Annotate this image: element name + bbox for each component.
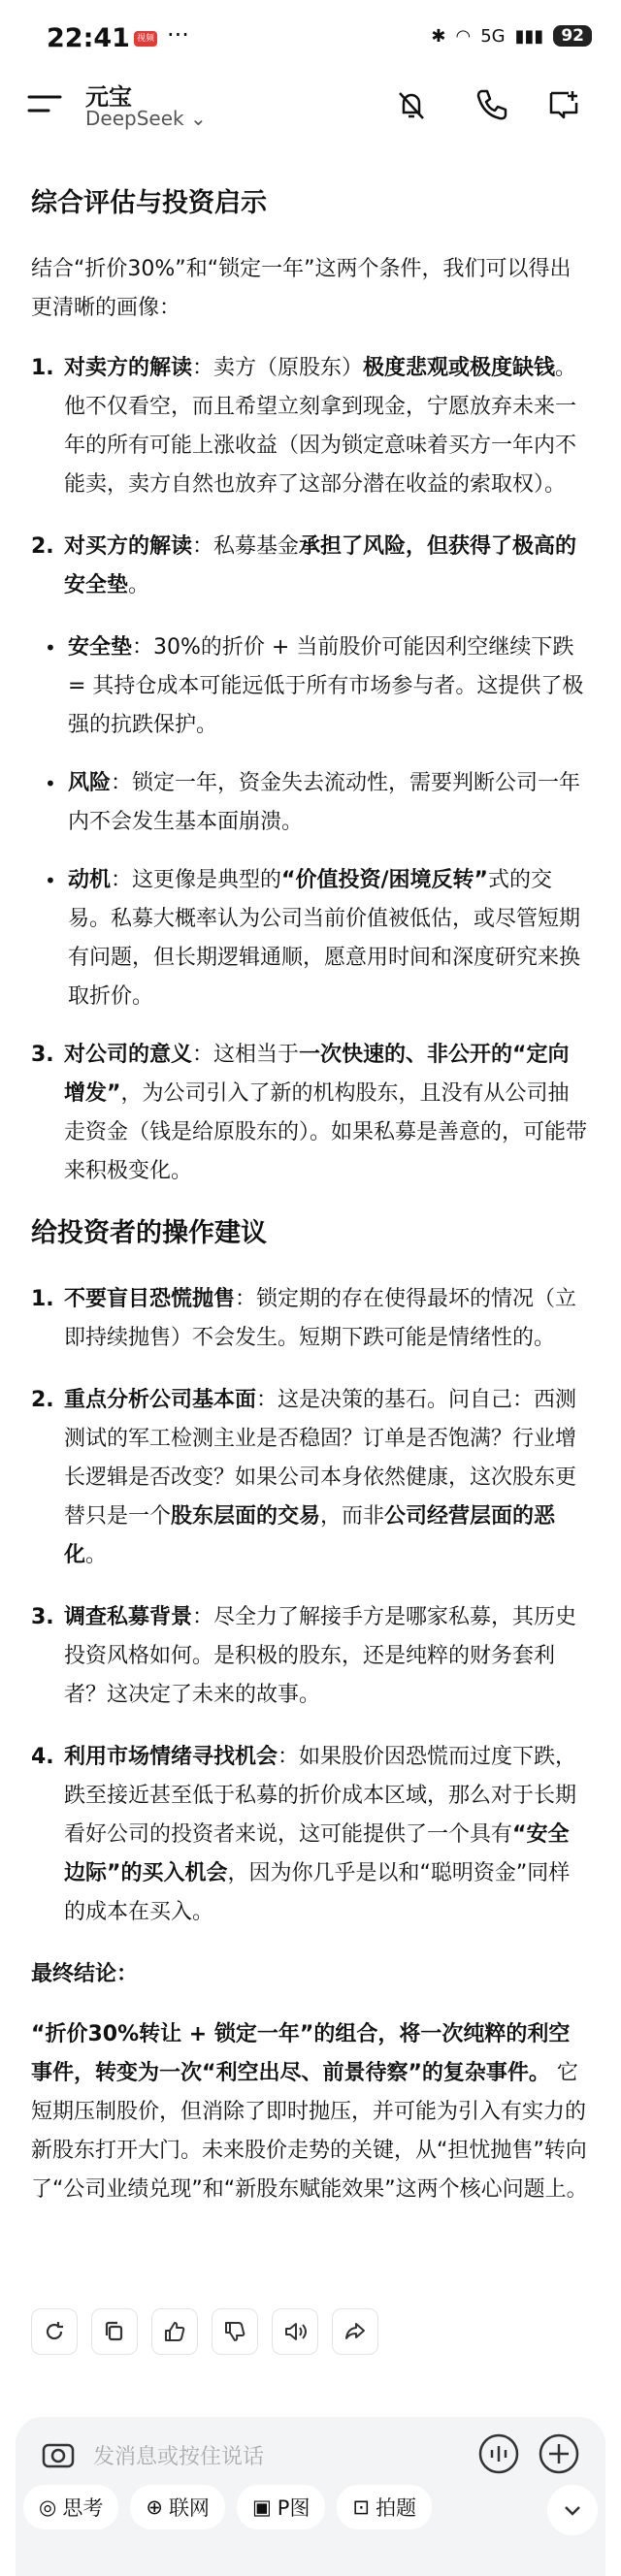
tool-think[interactable]	[23, 2485, 118, 2529]
like-button[interactable]	[151, 2308, 198, 2355]
list-number: 1.	[31, 356, 54, 380]
menu-icon[interactable]	[27, 91, 62, 118]
think-icon: ◎	[39, 2496, 57, 2519]
list-item	[31, 1036, 590, 1191]
message-content	[31, 163, 590, 2231]
camera-icon[interactable]	[39, 2434, 78, 2473]
bold-text: “价值投资/困境反转”	[281, 868, 488, 892]
list-item	[31, 1738, 590, 1932]
text: ：私募基金	[192, 534, 300, 559]
bold-text: 风险	[68, 771, 112, 795]
list-item	[31, 349, 590, 504]
bold-text: 承担了风险，但获得了极高的安全垫	[64, 534, 577, 597]
bold-text: “折价30%转让 + 锁定一年”的组合，将一次纯粹的利空事件，转变为一次“利空出尽、前景待察”的复杂事件。	[31, 2022, 571, 2085]
copy-button[interactable]	[91, 2308, 138, 2355]
bold-text: 动机	[68, 868, 112, 892]
bold-text: 公司经营层面的恶化	[64, 1504, 556, 1567]
bluetooth-icon: ✱	[431, 25, 446, 47]
text: ：如果股价因恐慌而过度下跌，跌至接近甚至低于私募的折价成本区域，那么对于长期看好公司的投资者来说，这可能提供了一个具有	[64, 1745, 577, 1847]
bullet-text	[68, 628, 590, 745]
list-number: 1.	[31, 1287, 54, 1311]
text: 。他不仅看空，而且希望立刻拿到现金，宁愿放弃未来一年的所有可能上涨收益（因为锁定意味着买方一年内不能卖，卖方自然也放弃了这部分潜在收益的索取权）。	[64, 356, 577, 497]
bullet-item	[31, 764, 590, 842]
tool-scan[interactable]	[337, 2485, 432, 2529]
text: ：锁定一年，资金失去流动性，需要判断公司一年内不会发生基本面崩溃。	[68, 771, 581, 834]
bold-text: 对卖方的解读	[64, 356, 193, 380]
bold-text: “安全边际”的买入机会	[64, 1822, 570, 1885]
bold-text: 安全垫	[68, 635, 133, 660]
text: ：锁定期的存在使得最坏的情况（立即持续抛售）不会发生。短期下跌可能是情绪性的。	[64, 1287, 577, 1350]
text: 。	[85, 1543, 108, 1567]
app-title: 元宝	[85, 83, 132, 111]
intro-paragraph: 结合“折价30%”和“锁定一年”这两个条件，我们可以得出更清晰的画像：	[31, 257, 572, 320]
tool-label: 联网	[168, 2496, 210, 2520]
model-selector[interactable]: DeepSeek ⌄	[85, 107, 207, 130]
share-icon	[343, 2319, 368, 2344]
text: 式的交易。私募大概率认为公司当前价值被低估，或尽管短期有问题，但长期逻辑通顺，愿意用时间和深度研究来换取折价。	[68, 868, 581, 1009]
bullet-item	[31, 861, 590, 1016]
refresh-button[interactable]	[31, 2308, 78, 2355]
tool-image[interactable]	[237, 2485, 326, 2529]
text: ：这相当于	[192, 1043, 300, 1067]
bullet-dot: •	[45, 869, 56, 892]
share-button[interactable]	[332, 2308, 378, 2355]
list-text	[64, 349, 590, 504]
bullet-dot: •	[45, 636, 56, 660]
scan-icon: ⊡	[352, 2496, 371, 2519]
status-bar	[0, 0, 621, 78]
speaker-icon	[282, 2319, 308, 2344]
globe-icon: ⊕	[146, 2496, 163, 2519]
bold-text: 股东层面的交易	[171, 1504, 321, 1529]
text: 它短期压制股价，但消除了即时抛压，并可能为引入有实力的新股东打开大门。未来股价走势的关键，从“担忧抛售”转向了“公司业绩兑现”和“新股东赋能效果”这两个核心问题上。	[31, 2061, 588, 2202]
text: ，因为你几乎是以和“聪明资金”同样的成本在买入。	[64, 1861, 571, 1924]
list-item	[31, 528, 590, 605]
status-app-badge: 视频	[134, 31, 157, 47]
list-text	[64, 528, 590, 605]
tool-label: P图	[277, 2496, 310, 2520]
conclusion-label	[31, 1955, 590, 1994]
bullet-text	[68, 764, 590, 842]
bullet-dot: •	[45, 772, 56, 795]
tool-label: 思考	[62, 2496, 104, 2520]
list-item	[31, 1280, 590, 1358]
status-dots: ···	[167, 21, 189, 48]
mute-icon[interactable]	[392, 85, 431, 124]
list-text	[64, 1598, 590, 1715]
dislike-button[interactable]	[212, 2308, 258, 2355]
text: ：卖方（原股东）	[192, 356, 364, 380]
conclusion-paragraph	[31, 2015, 590, 2209]
message-actions	[31, 2308, 378, 2355]
wifi-icon: ◠	[455, 25, 472, 47]
battery-indicator: 92	[553, 25, 592, 47]
text: ：尽全力了解接手方是哪家私募，其历史投资风格如何。是积极的股东，还是纯粹的财务套利者？这决定了未来的故事。	[64, 1605, 577, 1707]
bold-text: 一次快速的、非公开的“定向增发”	[64, 1043, 570, 1106]
bold-text: 重点分析公司基本面	[64, 1388, 257, 1412]
bold-text: 对买方的解读	[64, 534, 193, 559]
image-icon: ▣	[251, 2496, 272, 2519]
text: 。	[128, 573, 150, 597]
list-item	[31, 1598, 590, 1715]
new-chat-icon[interactable]	[545, 85, 584, 124]
bold-text: 利用市场情绪寻找机会	[64, 1745, 278, 1769]
status-time: 22:41	[47, 23, 130, 53]
expand-button[interactable]	[547, 2485, 598, 2535]
list-number: 2.	[31, 534, 54, 559]
tool-web[interactable]	[130, 2485, 225, 2529]
phone-icon[interactable]	[472, 85, 510, 124]
list-text	[64, 1381, 590, 1575]
section-title: 给投资者的操作建议	[31, 1218, 267, 1248]
plus-icon[interactable]	[538, 2432, 580, 2475]
bullet-text	[68, 861, 590, 1016]
message-input[interactable]: 发消息或按住说话	[93, 2445, 265, 2469]
text: ：这更像是典型的	[111, 868, 282, 892]
status-right	[431, 25, 592, 47]
bold-text: 对公司的意义	[64, 1043, 193, 1067]
refresh-icon	[42, 2319, 67, 2344]
list-number: 3.	[31, 1605, 54, 1629]
list-text	[64, 1036, 590, 1191]
section-title: 综合评估与投资启示	[31, 188, 267, 218]
text: ，为公司引入了新的机构股东，且没有从公司抽走资金（钱是给原股东的）。如果私募是善意的，可能带来积极变化。	[64, 1081, 588, 1183]
bullet-item	[31, 628, 590, 745]
list-text	[64, 1280, 590, 1358]
text: ，而非	[320, 1504, 385, 1529]
tool-label: 拍题	[376, 2496, 417, 2520]
thumbs-up-icon	[162, 2319, 187, 2344]
bold-text: 不要盲目恐慌抛售	[64, 1287, 236, 1311]
tool-row	[23, 2485, 432, 2529]
text: ：30%的折价 + 当前股价可能因利空继续下跌 = 其持仓成本可能远低于所有市场参与者。这提供了极强的抗跌保护。	[68, 635, 584, 737]
bold-text: 最终结论：	[31, 1962, 139, 1986]
signal-icon: ▮▮▮	[514, 25, 544, 47]
text: ：这是决策的基石。问自己：西测测试的军工检测主业是否稳固？订单是否饱满？行业增长逻辑是否改变？如果公司本身依然健康，这次股东更替只是一个	[64, 1388, 577, 1529]
list-number: 2.	[31, 1388, 54, 1412]
speak-button[interactable]	[272, 2308, 318, 2355]
list-number: 4.	[31, 1745, 54, 1769]
list-text	[64, 1738, 590, 1932]
bold-text: 调查私募背景	[64, 1605, 193, 1629]
voice-icon[interactable]	[477, 2432, 520, 2475]
thumbs-down-icon	[222, 2319, 247, 2344]
list-item	[31, 1381, 590, 1575]
signal-label: 5G	[480, 25, 506, 47]
bold-text: 极度悲观或极度缺钱	[363, 356, 556, 380]
chevron-down-icon	[561, 2498, 584, 2522]
list-number: 3.	[31, 1043, 54, 1067]
copy-icon	[102, 2319, 127, 2344]
